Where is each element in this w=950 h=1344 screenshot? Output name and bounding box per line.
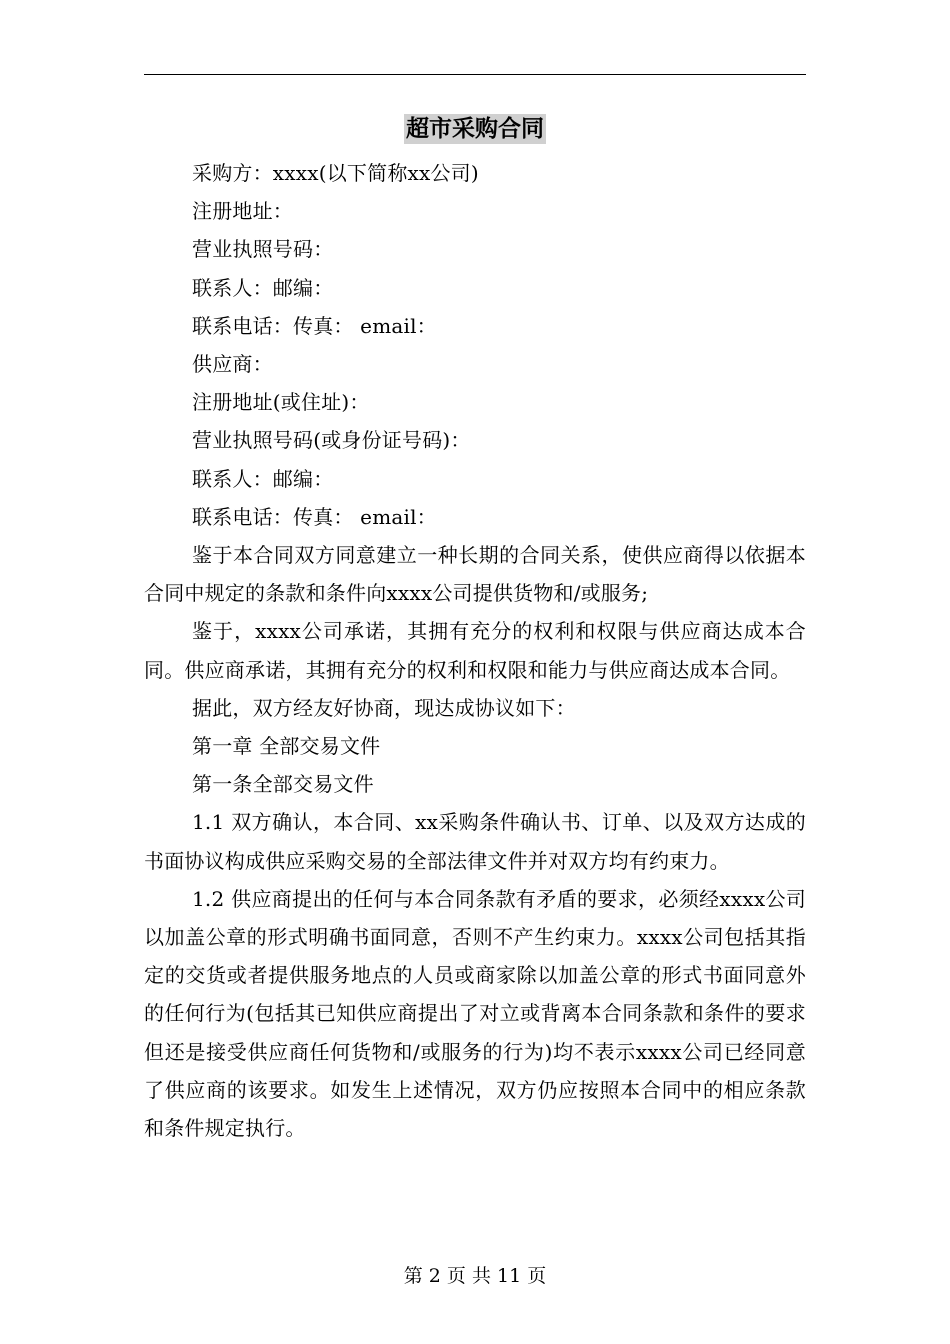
clause-1-2: 1.2 供应商提出的任何与本合同条款有矛盾的要求，必须经xxxx公司以加盖公章的形式明确书面同意，否则不产生约束力。xxxx公司包括其指定的交货或者提供服务地点的人员或商家除以加盖公章的形式书面同意外的任何行为(包括其已知供应商提出了对立或背离本合同条款和条件的要求但还是接受供应商任何货物和/或服务的行为)均不表示xxxx公司已经同意了供应商的该要求。如发生上述情况，双方仍应按照本合同中的相应条款和条件规定执行。: [144, 886, 806, 1141]
paragraph-supplier-phone: 联系电话：传真： email：: [192, 504, 437, 529]
paragraph-buyer: 采购方：xxxx(以下简称xx公司): [192, 161, 479, 185]
paragraph-supplier-address: 注册地址(或住址)：: [192, 390, 370, 415]
title-container: [0, 114, 950, 144]
paragraph-supplier-contact: 联系人：邮编：: [192, 466, 334, 491]
document-title: 超市采购合同: [406, 115, 544, 142]
paragraph-whereas-2: 鉴于，xxxx公司承诺，其拥有充分的权利和权限与供应商达成本合同。供应商承诺，其拥有充分的权利和权限和能力与供应商达成本合同。: [144, 619, 806, 682]
page-footer: 第 2 页 共 11 页: [403, 1265, 547, 1287]
article-heading: 第一条全部交易文件: [192, 772, 374, 797]
paragraph-buyer-phone: 联系电话：传真： email：: [192, 313, 437, 338]
paragraph-buyer-address: 注册地址：: [192, 199, 293, 224]
paragraph-buyer-license: 营业执照号码：: [192, 237, 334, 262]
paragraph-supplier: 供应商：: [192, 352, 273, 377]
paragraph-supplier-license: 营业执照号码(或身份证号码)：: [192, 428, 471, 453]
paragraph-buyer-contact: 联系人：邮编：: [192, 275, 334, 300]
document-body: [144, 154, 806, 1147]
clause-1-1: 1.1 双方确认，本合同、xx采购条件确认书、订单、以及双方达成的书面协议构成供应采购交易的全部法律文件并对双方均有约束力。: [144, 810, 806, 873]
paragraph-whereas-1: 鉴于本合同双方同意建立一种长期的合同关系，使供应商得以依据本合同中规定的条款和条件向xxxx公司提供货物和/或服务;: [144, 543, 806, 606]
chapter-heading: 第一章 全部交易文件: [192, 734, 381, 759]
paragraph-agreement: 据此，双方经友好协商，现达成协议如下：: [192, 695, 576, 720]
header-rule: [144, 74, 806, 75]
